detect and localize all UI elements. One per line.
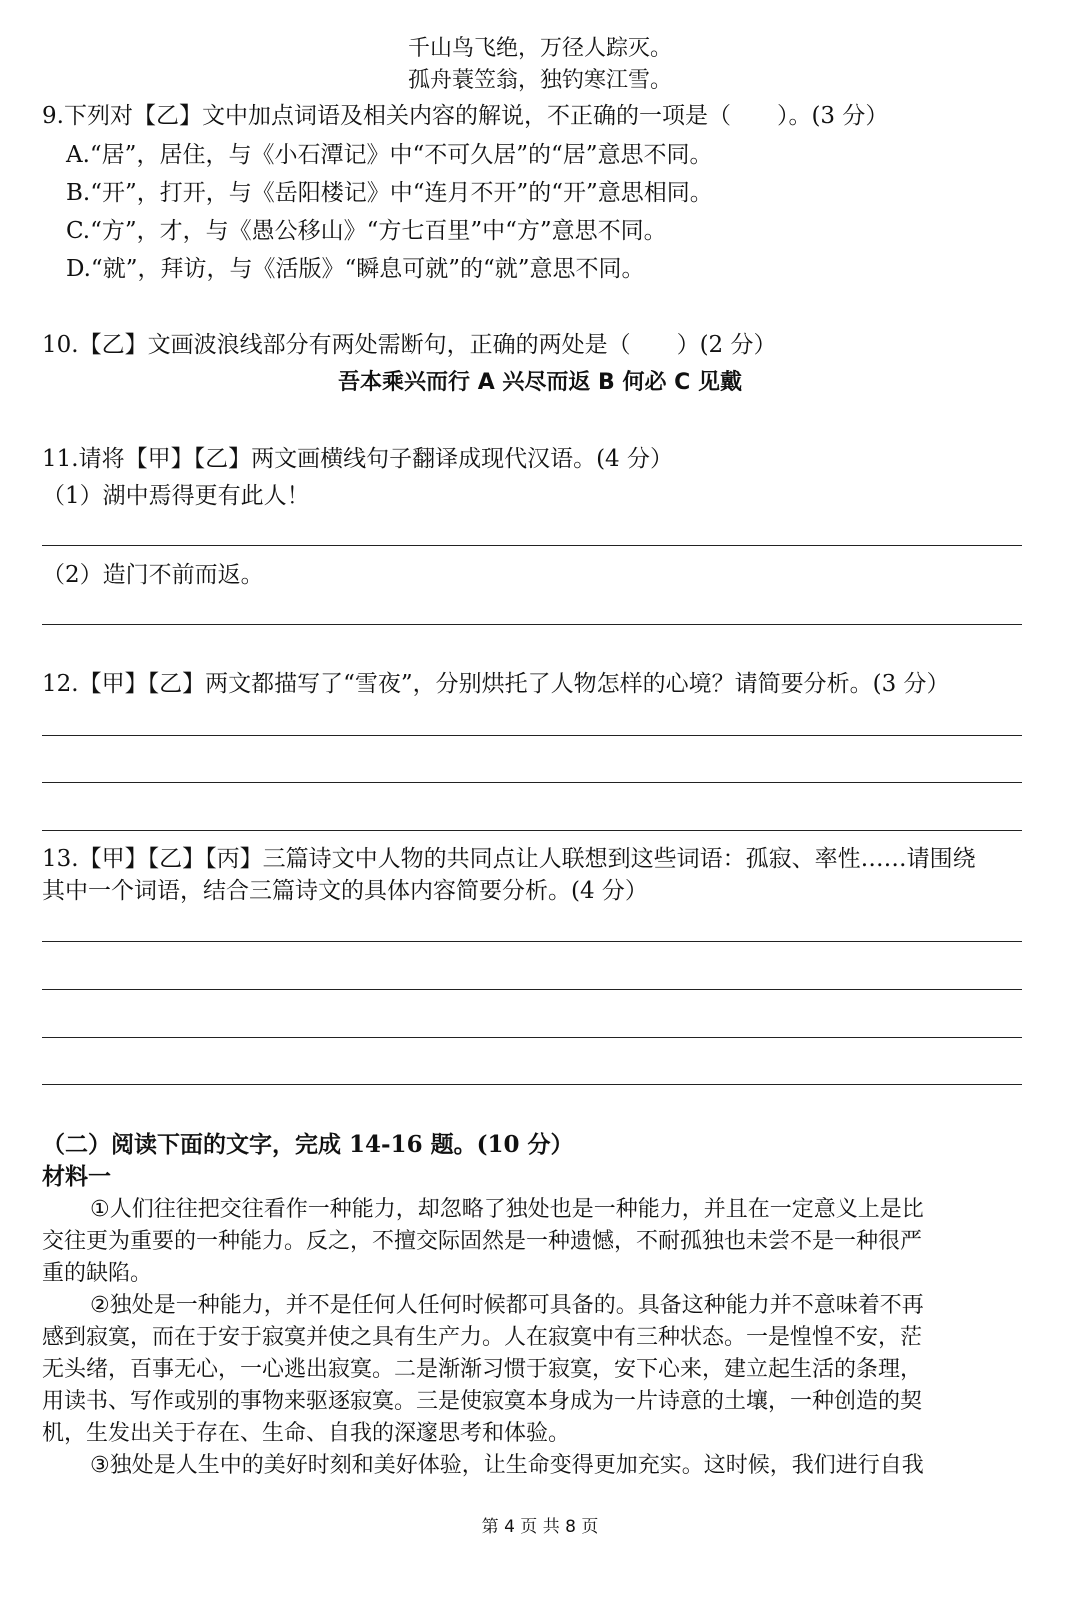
question-13-stem-line-1: 13.【甲】【乙】【丙】三篇诗文中人物的共同点让人联想到这些词语：孤寂、率性……请围绕 [42, 846, 976, 872]
question-13-stem-line-2: 其中一个词语，结合三篇诗文的具体内容简要分析。(4 分） [42, 878, 648, 904]
question-10-stem: 10.【乙】文画波浪线部分有两处需断句，正确的两处是（ ）(2 分） [42, 332, 777, 358]
question-9-option-a: A.“居”，居住，与《小石潭记》中“不可久居”的“居”意思不同。 [66, 142, 713, 168]
poem-line-2: 孤舟蓑笠翁，独钓寒江雪。 [407, 68, 672, 93]
answer-line [42, 735, 1022, 736]
answer-line [42, 624, 1022, 625]
paragraph-1-line-2: 交往更为重要的一种能力。反之，不擅交际固然是一种遗憾，不耐孤独也未尝不是一种很严 [42, 1229, 923, 1254]
question-9-stem: 9.下列对【乙】文中加点词语及相关内容的解说，不正确的一项是（ ）。(3 分） [42, 103, 889, 129]
poem-line-1: 千山鸟飞绝，万径人踪灭。 [407, 36, 672, 61]
paragraph-2-line-2: 感到寂寞，而在于安于寂寞并使之具有生产力。人在寂寞中有三种状态。一是惶惶不安，茫 [42, 1325, 923, 1350]
question-11-stem: 11.请将【甲】【乙】两文画横线句子翻译成现代汉语。(4 分） [42, 446, 673, 472]
answer-line [42, 1037, 1022, 1038]
material-title: 材料一 [42, 1163, 111, 1190]
page-footer: 第 4 页 共 8 页 [481, 1517, 599, 1537]
question-10-sentence: 吾本乘兴而行 A 兴尽而返 B 何必 C 见戴 [338, 370, 742, 395]
answer-line [42, 545, 1022, 546]
paragraph-3-line-1: ③独处是人生中的美好时刻和美好体验，让生命变得更加充实。这时候，我们进行自我 [90, 1453, 924, 1478]
section-2-heading: （二）阅读下面的文字，完成 14-16 题。(10 分） [42, 1131, 574, 1158]
answer-line [42, 782, 1022, 783]
paragraph-1-line-3: 重的缺陷。 [42, 1261, 153, 1286]
question-9-option-b: B.“开”，打开，与《岳阳楼记》中“连月不开”的“开”意思相同。 [66, 180, 713, 206]
answer-line [42, 830, 1022, 831]
question-11-item-1: （1）湖中焉得更有此人！ [42, 483, 310, 509]
paragraph-2-line-1: ②独处是一种能力，并不是任何人任何时候都可具备的。具备这种能力并不意味着不再 [90, 1293, 924, 1318]
paragraph-2-line-4: 用读书、写作或别的事物来驱逐寂寞。三是使寂寞本身成为一片诗意的土壤，一种创造的契 [42, 1389, 923, 1414]
answer-line [42, 989, 1022, 990]
question-9-option-c: C.“方”，才，与《愚公移山》“方七百里”中“方”意思不同。 [66, 218, 667, 244]
question-12-stem: 12.【甲】【乙】两文都描写了“雪夜”，分别烘托了人物怎样的心境？请简要分析。(3 分） [42, 671, 950, 697]
paragraph-2-line-5: 机，生发出关于存在、生命、自我的深邃思考和体验。 [42, 1421, 571, 1446]
question-11-item-2: （2）造门不前而返。 [42, 562, 264, 588]
answer-line [42, 941, 1022, 942]
question-9-option-d: D.“就”，拜访，与《活版》“瞬息可就”的“就”意思不同。 [66, 256, 645, 282]
paragraph-1-line-1: ①人们往往把交往看作一种能力，却忽略了独处也是一种能力，并且在一定意义上是比 [90, 1197, 924, 1222]
answer-line [42, 1084, 1022, 1085]
paragraph-2-line-3: 无头绪，百事无心，一心逃出寂寞。二是渐渐习惯于寂寞，安下心来，建立起生活的条理， [42, 1357, 923, 1382]
